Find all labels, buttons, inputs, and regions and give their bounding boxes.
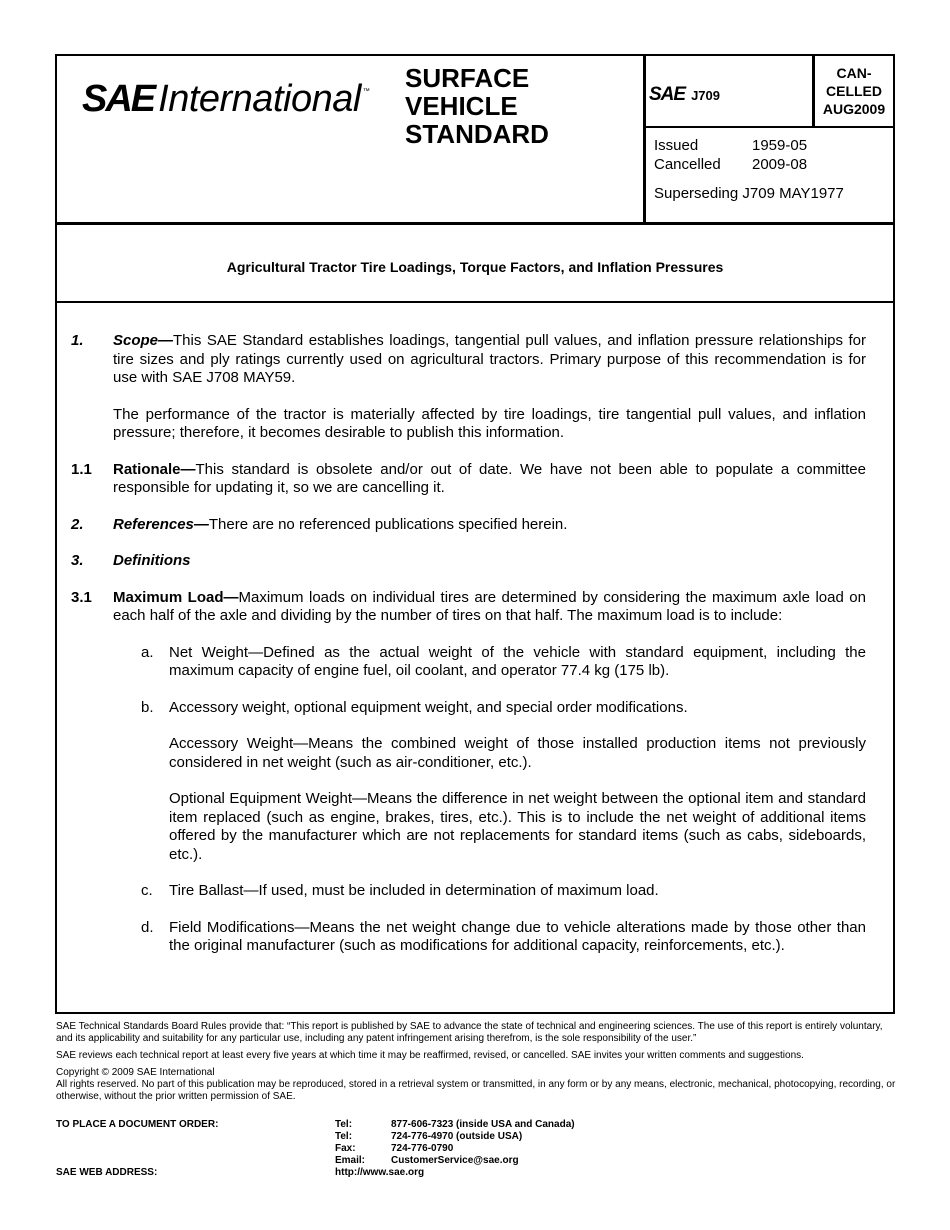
contact-label: Email: (335, 1155, 366, 1166)
list-letter: a. (141, 643, 154, 661)
contact-label: Fax: (335, 1143, 356, 1154)
list-text: Tire Ballast—If used, must be included in determination of maximum load. (169, 882, 659, 899)
contact-row (335, 1155, 575, 1167)
issued-value: 1959-05 (752, 137, 808, 154)
list-letter: d. (141, 918, 154, 936)
cancelled-label: Cancelled (654, 156, 721, 173)
section-number: 2. (71, 515, 84, 533)
copyright: Copyright © 2009 SAE International (56, 1067, 215, 1078)
contact-list (335, 1119, 575, 1179)
section-number: 1. (71, 332, 84, 349)
superseding: Superseding J709 MAY1977 (654, 185, 844, 202)
document-title: Agricultural Tractor Tire Loadings, Torque Factors, and Inflation Pressures (226, 259, 724, 275)
footer-notices (56, 1021, 896, 1108)
issued-row (654, 136, 844, 155)
section-heading: Maximum Load— (113, 588, 239, 606)
list-text: Optional Equipment Weight—Means the difference in net weight between the optional item and standard item replaced (such as engine, brakes, tires, etc.). This is to include the net weight of additional items offered by the manufacturer which are not replacements for standard items (such as cabs, sideboards, etc.). (169, 790, 866, 863)
section-text: Maximum loads on individual tires are determined by considering the maximum axle load on each half of the axle and dividing by the number of tires on that half. The maximum load is to include: (113, 588, 866, 624)
contact-value: 724-776-0790 (391, 1143, 454, 1154)
logo-trademark: ™ (362, 88, 370, 95)
board-rules-notice: SAE Technical Standards Board Rules provide that: “This report is published by SAE to advance the state of technical and engineering sciences. The use of this report is entirely voluntary, and its applicability and suitability for any particular use, including any patent infringement arising therefrom, is the sole responsibility of the user.” (56, 1021, 883, 1044)
order-label: TO PLACE A DOCUMENT ORDER: (56, 1119, 219, 1130)
header-rule (57, 222, 893, 225)
list-letter: c. (141, 882, 153, 899)
status-line: CELLED (826, 83, 882, 99)
section-text: There are no referenced publications specified herein. (208, 515, 568, 533)
section-scope (71, 332, 866, 388)
list-item (71, 699, 866, 718)
section-heading: References— (113, 515, 209, 533)
list-item (71, 644, 866, 681)
section-definitions (71, 552, 866, 571)
order-info (56, 1119, 896, 1189)
sae-international-logo (82, 80, 370, 124)
list-text: Field Modifications—Means the net weight change due to vehicle alterations made by those other than the original manufacturer (such as modifications for additional capacity, reinforcements, etc.). (169, 918, 866, 954)
logo-sae: SAE (82, 78, 155, 120)
contact-label: Tel: (335, 1119, 353, 1130)
section-number: 1.1 (71, 460, 92, 478)
document-type (405, 64, 549, 148)
doc-type-line: STANDARD (405, 119, 549, 149)
issued-label: Issued (654, 137, 699, 154)
list-paragraph (71, 735, 866, 772)
status-line: AUG2009 (822, 101, 886, 117)
list-paragraph (71, 790, 866, 864)
code-number: J709 (691, 87, 720, 103)
section-maximum-load (71, 589, 866, 626)
rights-notice: All rights reserved. No part of this publication may be reproduced, stored in a retrieval system or transmitted, in any form or by any means, electronic, mechanical, photocopying, recording, or otherwise, without the prior written permission of SAE. (56, 1079, 896, 1102)
code-sae-logo: SAE (649, 84, 686, 105)
web-row (335, 1167, 575, 1179)
list-text: Accessory weight, optional equipment weight, and special order modifications. (169, 698, 688, 716)
web-label: SAE WEB ADDRESS: (56, 1167, 158, 1178)
section-heading: Rationale— (113, 460, 196, 478)
section-text: This standard is obsolete and/or out of date. We have not been able to populate a committee responsible for updating it, so we are cancelling it. (113, 460, 866, 496)
section-references (71, 516, 866, 535)
status-line: CAN- (836, 65, 872, 81)
contact-row (335, 1119, 575, 1131)
document-code (649, 84, 720, 106)
section-heading: Definitions (113, 552, 191, 569)
list-text: Accessory Weight—Means the combined weight of those installed production items not previously considered in net weight (such as air-conditioner, etc.). (169, 735, 866, 771)
section-number: 3.1 (71, 588, 92, 606)
doc-type-line: VEHICLE (405, 91, 518, 121)
contact-label: Tel: (335, 1131, 353, 1142)
paragraph-text: The performance of the tractor is materially affected by tire loadings, tire tangential pull values, and inflation pressure; therefore, it becomes desirable to publish this information. (113, 405, 866, 441)
status-badge (815, 64, 893, 118)
logo-international: International (158, 78, 361, 120)
contact-row (335, 1131, 575, 1143)
doc-type-line: SURFACE (405, 63, 530, 93)
paragraph (71, 406, 866, 443)
section-text: This SAE Standard establishes loadings, tangential pull values, and inflation pressure relationships for tire sizes and ply ratings currently used on agricultural tractors. Primary purpose of this recommendation is for use with SAE J708 MAY59. (113, 332, 866, 386)
section-heading: Scope— (113, 332, 174, 349)
list-text: Net Weight—Defined as the actual weight of the vehicle with standard equipment, including the maximum capacity of engine fuel, oil coolant, and operator 77.4 kg (175 lb). (169, 643, 866, 679)
list-letter: b. (141, 698, 154, 716)
web-link[interactable]: http://www.sae.org (335, 1167, 425, 1178)
list-item (71, 919, 866, 956)
contact-row (335, 1143, 575, 1155)
cancelled-value: 2009-08 (752, 156, 808, 173)
list-item (71, 882, 866, 901)
date-info (654, 136, 844, 203)
section-number: 3. (71, 552, 84, 569)
review-notice: SAE reviews each technical report at least every five years at which time it may be reaffirmed, revised, or cancelled. SAE invites your written comments and suggestions. (56, 1050, 804, 1061)
section-rationale (71, 461, 866, 498)
cancelled-row (654, 155, 844, 174)
contact-value: 877-606-7323 (inside USA and Canada) (391, 1119, 575, 1130)
email-link[interactable]: CustomerService@sae.org (391, 1155, 519, 1166)
contact-value: 724-776-4970 (outside USA) (391, 1131, 523, 1142)
title-rule (57, 301, 893, 303)
document-body (71, 332, 866, 956)
